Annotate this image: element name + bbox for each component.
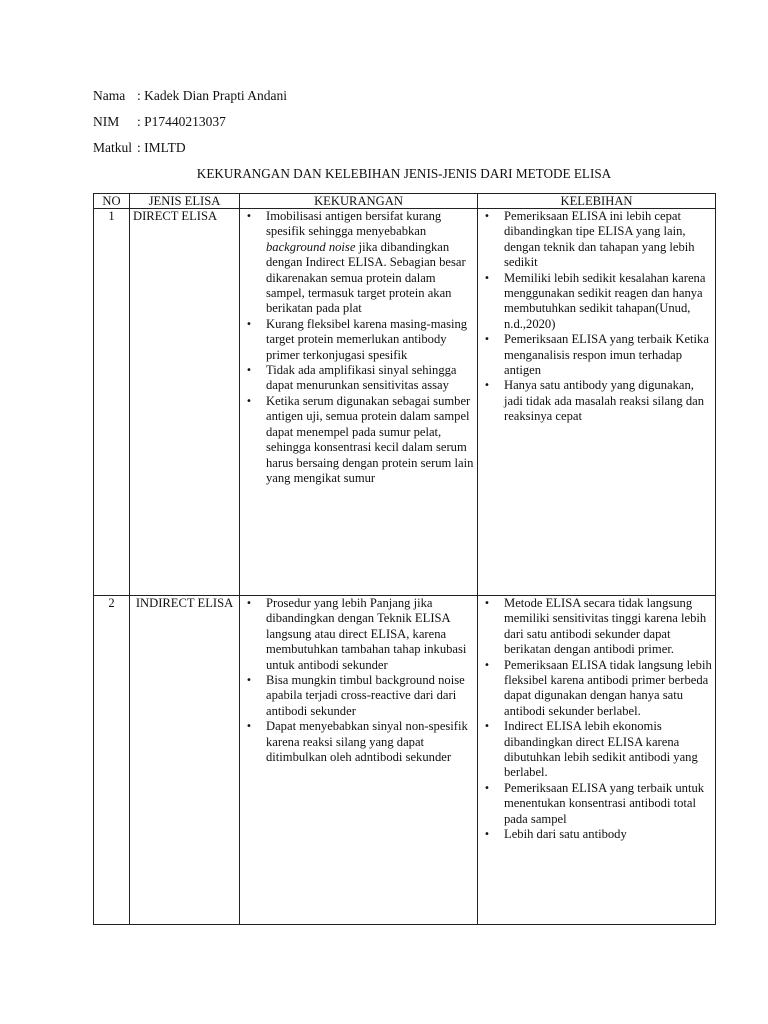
list-item: • Ketika serum digunakan sebagai sumber antigen uji, semua protein dalam sampel dapat menempel pada sumur pelat, sehingga konsentrasi kecil dalam serum harus bersaing dengan protein serum lain yang mengikat sumur [266,394,474,486]
list-item: • Hanya satu antibody yang digunakan, jadi tidak ada masalah reaksi silang dan reaksinya cepat [504,378,712,424]
matkul-value: : IMLTD [137,140,186,155]
list-item: • Memiliki lebih sedikit kesalahan karena menggunakan sedikit reagen dan hanya membutuhkan sedikit tahapan(Unud, n.d.,2020) [504,271,712,333]
list-item: • Kurang fleksibel karena masing-masing target protein memerlukan antibody primer terkonjugasi spesifik [266,317,474,363]
col-header-no: NO [94,194,130,209]
col-header-kelebihan: KELEBIHAN [478,194,716,209]
row-kelebihan-cell [478,596,716,925]
list-item: • Imobilisasi antigen bersifat kurang spesifik sehingga menyebabkan background noise jika dibandingkan dengan Indirect ELISA. Sebagian besar dikarenakan semua protein dalam sampel, termasuk target protein akan berikatan pada plat [266,209,474,317]
list-item: • Bisa mungkin timbul background noise apabila terjadi cross-reactive dari dari antibodi sekunder [266,673,474,719]
list-item: • Dapat menyebabkan sinyal non-spesifik karena reaksi silang yang dapat ditimbulkan oleh adntibodi sekunder [266,719,474,765]
list-item: • Pemeriksaan ELISA ini lebih cepat dibandingkan tipe ELISA yang lain, dengan teknik dan tahapan yang lebih sedikit [504,209,712,271]
nim-label: NIM [93,114,120,129]
col-header-jenis: JENIS ELISA [130,194,240,209]
row-number: 2 [94,596,130,925]
nim-row [93,114,226,130]
nama-label: Nama [93,88,126,103]
nama-value: : Kadek Dian Prapti Andani [137,88,287,103]
list-item: • Pemeriksaan ELISA yang terbaik Ketika menganalisis respon imun terhadap antigen [504,332,712,378]
elisa-comparison-table [93,193,716,925]
row-kekurangan-cell [240,596,478,925]
list-item: • Pemeriksaan ELISA tidak langsung lebih fleksibel karena antibodi primer berbeda dapat digunakan dengan hanya satu antibodi sekunder berlabel. [504,658,712,720]
table-row [94,596,716,925]
table-header-row [94,194,716,209]
nama-row [93,88,287,104]
row-number: 1 [94,209,130,596]
document-title: KEKURANGAN DAN KELEBIHAN JENIS-JENIS DARI METODE ELISA [196,166,612,181]
list-item: • Pemeriksaan ELISA yang terbaik untuk menentukan konsentrasi antibodi total pada sampel [504,781,712,827]
row-jenis: INDIRECT ELISA [130,596,240,925]
list-item: • Tidak ada amplifikasi sinyal sehingga dapat menurunkan sensitivitas assay [266,363,474,394]
list-item: • Prosedur yang lebih Panjang jika dibandingkan dengan Teknik ELISA langsung atau direct ELISA, karena membutuhkan tambahan tahap inkubasi untuk antibodi sekunder [266,596,474,673]
row-jenis: DIRECT ELISA [130,209,240,596]
row-kelebihan-cell [478,209,716,596]
col-header-kekurangan: KEKURANGAN [240,194,478,209]
list-item: • Lebih dari satu antibody [504,827,712,842]
row-kekurangan-cell [240,209,478,596]
nim-value: : P17440213037 [137,114,226,129]
matkul-label: Matkul [93,140,132,155]
list-item: • Metode ELISA secara tidak langsung memiliki sensitivitas tinggi karena lebih dari satu antibodi sekunder dapat berikatan dengan antibodi primer. [504,596,712,658]
list-item: • Indirect ELISA lebih ekonomis dibandingkan direct ELISA karena dibutuhkan lebih sedikit antibodi yang berlabel. [504,719,712,781]
table-row [94,209,716,596]
matkul-row [93,140,186,156]
